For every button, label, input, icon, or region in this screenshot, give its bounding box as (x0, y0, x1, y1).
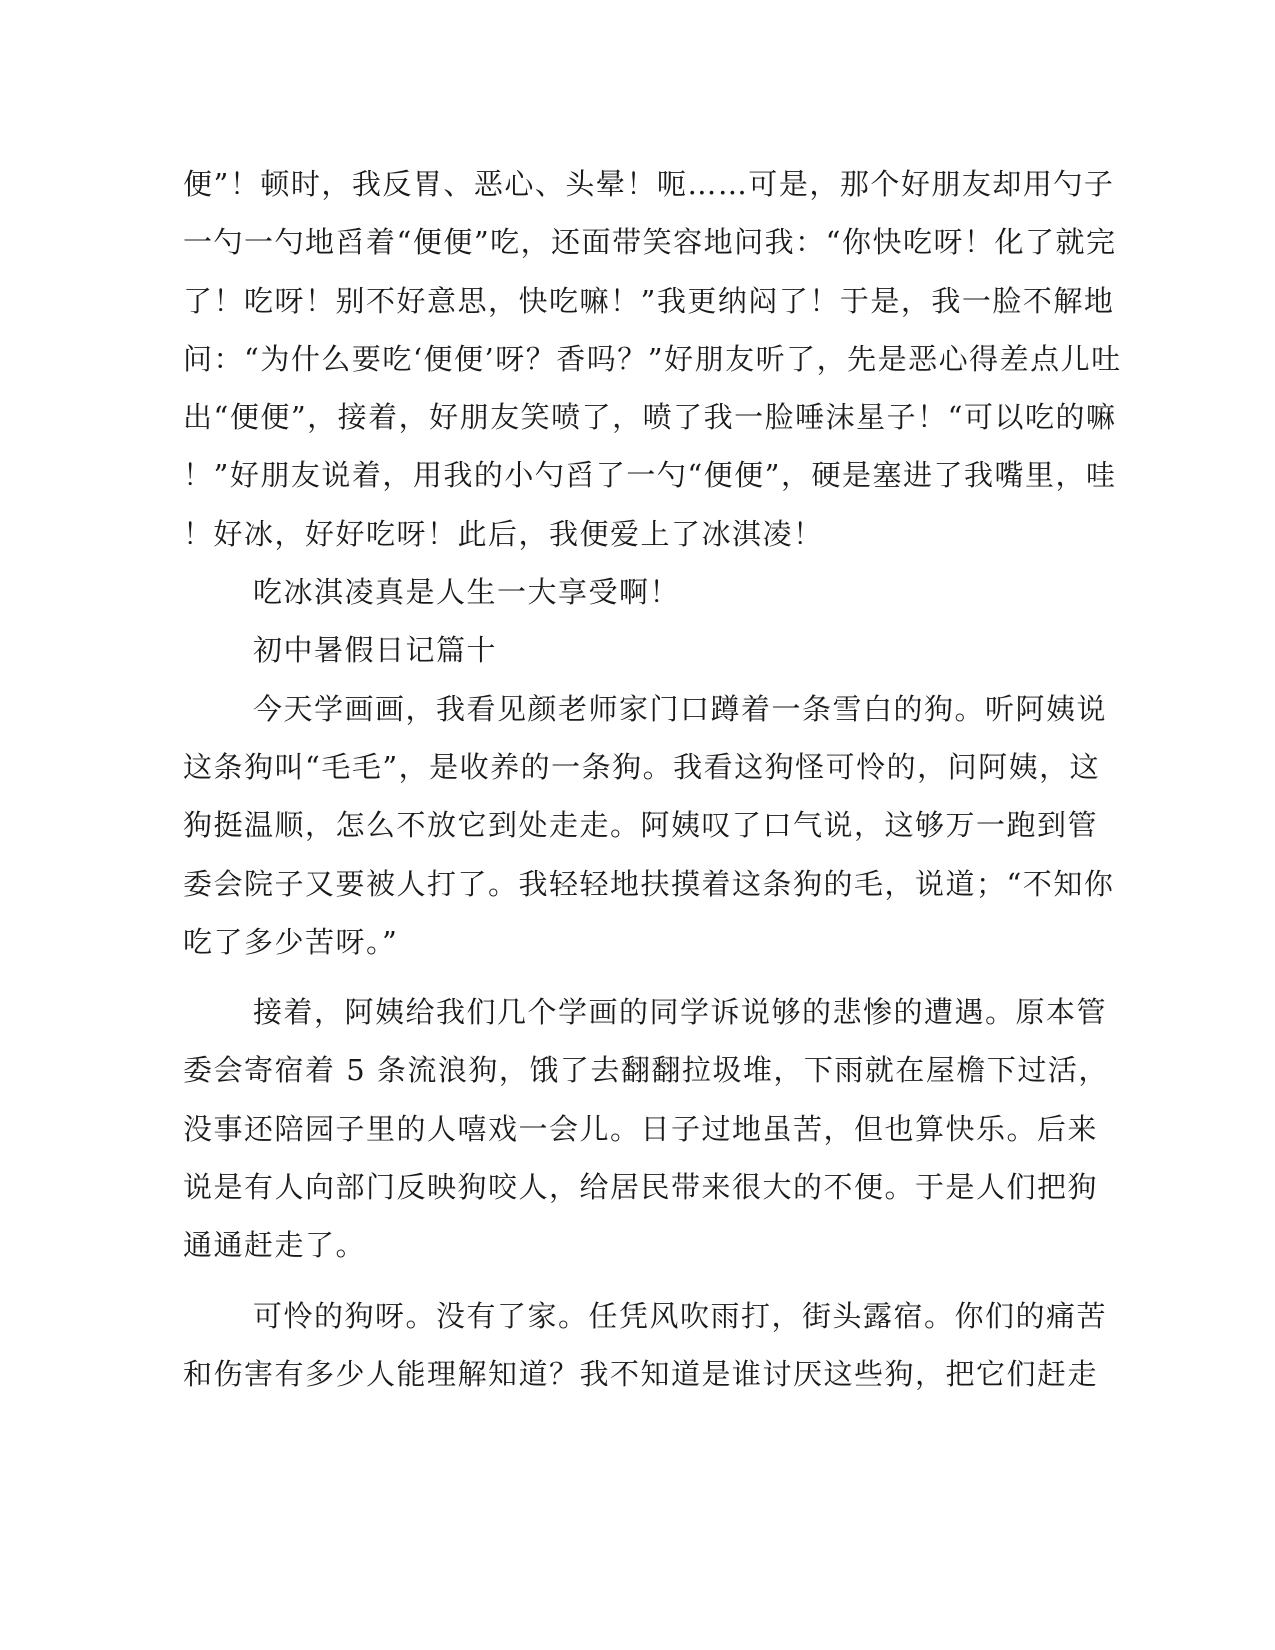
text-line: 接着，阿姨给我们几个学画的同学诉说够的悲惨的遭遇。原本管 (253, 995, 1108, 1030)
text-line: 委会院子又要被人打了。我轻轻地扶摸着这条狗的毛，说道；“不知你 (183, 866, 1115, 901)
text-line: 问：“为什么要吃‘便便’呀？香吗？”好朋友听了，先是恶心得差点儿吐 (183, 341, 1122, 376)
text-line: 吃了多少苦呀。” (183, 924, 399, 959)
text-line: 这条狗叫“毛毛”，是收养的一条狗。我看这狗怪可怜的，问阿姨，这 (183, 749, 1101, 784)
text-line: 吃冰淇凌真是人生一大享受啊！ (253, 575, 681, 610)
text-line: 了！吃呀！别不好意思，快吃嘛！”我更纳闷了！于是，我一脸不解地 (183, 283, 1115, 318)
text-line: 便”！顿时，我反胃、恶心、头晕！呃……可是，那个好朋友却用勺子 (183, 167, 1115, 201)
text-line: 出“便便”，接着，好朋友笑喷了，喷了我一脸唾沫星子！“可以吃的嘛 (183, 400, 1117, 435)
text-line: 委会寄宿着 5 条流浪狗，饿了去翻翻拉圾堆，下雨就在屋檐下过活， (183, 1053, 1109, 1088)
text-line: ！好冰，好好吃呀！此后，我便爱上了冰淇凌！ (183, 516, 824, 551)
text-line: 今天学画画，我看见颜老师家门口蹲着一条雪白的狗。听阿姨说 (253, 691, 1108, 726)
diary-text (183, 155, 1122, 1403)
text-line: 没事还陪园子里的人嘻戏一会儿。日子过地虽苦，但也算快乐。后来 (183, 1111, 1099, 1146)
text-line: 一勺一勺地舀着“便便”吃，还面带笑容地问我：“你快吃呀！化了就完 (183, 225, 1117, 260)
text-line: 和伤害有多少人能理解知道？我不知道是谁讨厌这些狗，把它们赶走 (183, 1356, 1099, 1391)
text-line: ！”好朋友说着，用我的小勺舀了一勺“便便”，硬是塞进了我嘴里，哇 (183, 458, 1117, 493)
paragraph-gap (183, 971, 1033, 983)
text-line: 狗挺温顺，怎么不放它到处走走。阿姨叹了口气说，这够万一跑到管 (183, 808, 1099, 843)
text-line: 通通赶走了。 (183, 1228, 367, 1263)
section-heading: 初中暑假日记篇十 (253, 633, 498, 668)
paragraph-gap (183, 1275, 1033, 1287)
text-line: 可怜的狗呀。没有了家。任凭风吹雨打，街头露宿。你们的痛苦 (253, 1298, 1108, 1333)
text-line: 说是有人向部门反映狗咬人，给居民带来很大的不便。于是人们把狗 (183, 1170, 1099, 1205)
